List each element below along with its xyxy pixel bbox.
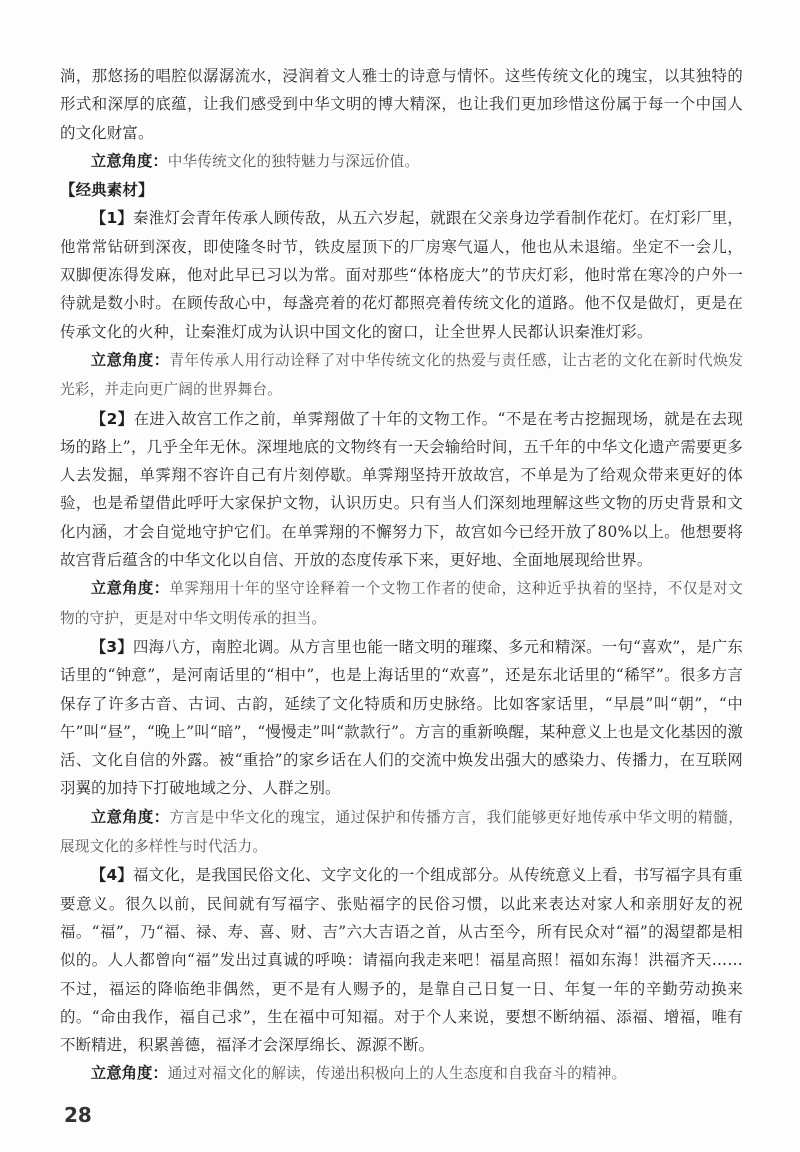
material-angle	[60, 803, 743, 862]
angle-text: 方言是中华文化的瑰宝，通过保护和传播方言，我们能够更好地传承中华文明的精髓，展现文化的多样性与时代活力。	[60, 808, 743, 856]
angle-label: 立意角度：	[90, 579, 170, 598]
page-number: 28	[64, 1103, 92, 1127]
angle-text: 通过对福文化的解读，传递出积极向上的人生态度和自我奋斗的精神。	[167, 1065, 627, 1083]
material-number: 【1】	[90, 209, 134, 228]
intro-paragraph: 淌，那悠扬的唱腔似潺潺流水，浸润着文人雅士的诗意与情怀。这些传统文化的瑰宝，以其独特的形式和深厚的底蕴，让我们感受到中华文明的博大精深，也让我们更加珍惜这份属于每一个中国人的文化财富。	[60, 67, 743, 142]
material-angle	[60, 1059, 743, 1088]
material-paragraph	[60, 861, 743, 1059]
material-text: 福文化，是我国民俗文化、文字文化的一个组成部分。从传统意义上看，书写福字具有重要意义。很久以前，民间就有写福字、张贴福字的民俗习惯，以此来表达对家人和亲朋好友的祝福。“福”，乃“福、禄、寿、喜、财、吉”六大吉语之首，从古至今，所有民众对“福”的渴望都是相似的。人人都曾向“福”发出过真诚的呼唤：请福向我走来吧！福星高照！福如东海！洪福齐天……不过，福运的降临绝非偶然，更不是有人赐予的，是靠自己日复一日、年复一年的辛勤劳动换来的。“命由我作，福自己求”，生在福中可知福。对于个人来说，要想不断纳福、添福、增福，唯有不断精进，积累善德，福泽才会深厚绵长、源源不断。	[60, 866, 743, 1055]
angle-label: 立意角度：	[90, 1064, 168, 1083]
angle-text: 青年传承人用行动诠释了对中华传统文化的热爱与责任感，让古老的文化在新时代焕发光彩，并走向更广阔的世界舞台。	[60, 351, 743, 399]
material-text: 四海八方，南腔北调。从方言里也能一睹文明的璀璨、多元和精深。一句“喜欢”，是广东话里的“钟意”，是河南话里的“相中”，也是上海话里的“欢喜”，还是东北话里的“稀罕”。很多方言保存了许多古音、古词、古韵，延续了文化特质和历史脉络。比如客家话里，“早晨”叫“朝”，“中午”叫“昼”，“晚上”叫“暗”，“慢慢走”叫“款款行”。方言的重新唤醒，某种意义上也是文化基因的激活、文化自信的外露。被“重拾”的家乡话在人们的交流中焕发出强大的感染力、传播力，在互联网羽翼的加持下打破地域之分、人群之别。	[60, 637, 743, 798]
material-number: 【3】	[90, 637, 133, 656]
section-title: 【经典素材】	[60, 181, 154, 200]
material-text: 在进入故宫工作之前，单霁翔做了十年的文物工作。“不是在考古挖掘现场，就是在去现场的路上”，几乎全年无休。深埋地底的文物终有一天会输给时间，五千年的中华文化遗产需要更多人去发掘，单霁翔不容许自己有片刻停歇。单霁翔坚持开放故宫，不单是为了给观众带来更好的体验，也是希望借此呼吁大家保护文物，认识历史。只有当人们深刻地理解这些文物的历史背景和文化内涵，才会自觉地守护它们。在单霁翔的不懈努力下，故宫如今已经开放了80%以上。他想要将故宫背后蕴含的中华文化以自信、开放的态度传承下来，更好地、全面地展现给世界。	[60, 409, 743, 570]
angle-label: 立意角度：	[90, 350, 170, 369]
angle-label: 立意角度：	[90, 151, 168, 170]
material-paragraph	[60, 405, 743, 575]
material-number: 【4】	[90, 866, 134, 885]
material-text: 秦淮灯会青年传承人顾传敌，从五六岁起，就跟在父亲身边学看制作花灯。在灯彩厂里，他常常钻研到深夜，即使隆冬时节，铁皮屋顶下的厂房寒气逼人，他也从未退缩。坐定不一会儿，双脚便冻得发麻，他对此早已习以为常。面对那些“体格庞大”的节庆灯彩，他时常在寒冷的户外一待就是数小时。在顾传敌心中，每盏亮着的花灯都照亮着传统文化的道路。他不仅是做灯，更是在传承文化的火种，让秦淮灯成为认识中国文化的窗口，让全世界人民都认识秦淮灯彩。	[60, 209, 743, 341]
page-content	[60, 62, 743, 1089]
angle-label: 立意角度：	[90, 807, 170, 826]
material-angle	[60, 346, 743, 405]
material-paragraph	[60, 204, 743, 345]
intro-angle	[60, 147, 743, 176]
material-number: 【2】	[90, 409, 134, 428]
material-angle	[60, 574, 743, 633]
angle-text: 单霁翔用十年的坚守诠释着一个文物工作者的使命，这种近乎执着的坚持，不仅是对文物的守护，更是对中华文明传承的担当。	[60, 580, 743, 627]
angle-text: 中华传统文化的独特魅力与深远价值。	[167, 152, 420, 170]
material-paragraph	[60, 633, 743, 803]
